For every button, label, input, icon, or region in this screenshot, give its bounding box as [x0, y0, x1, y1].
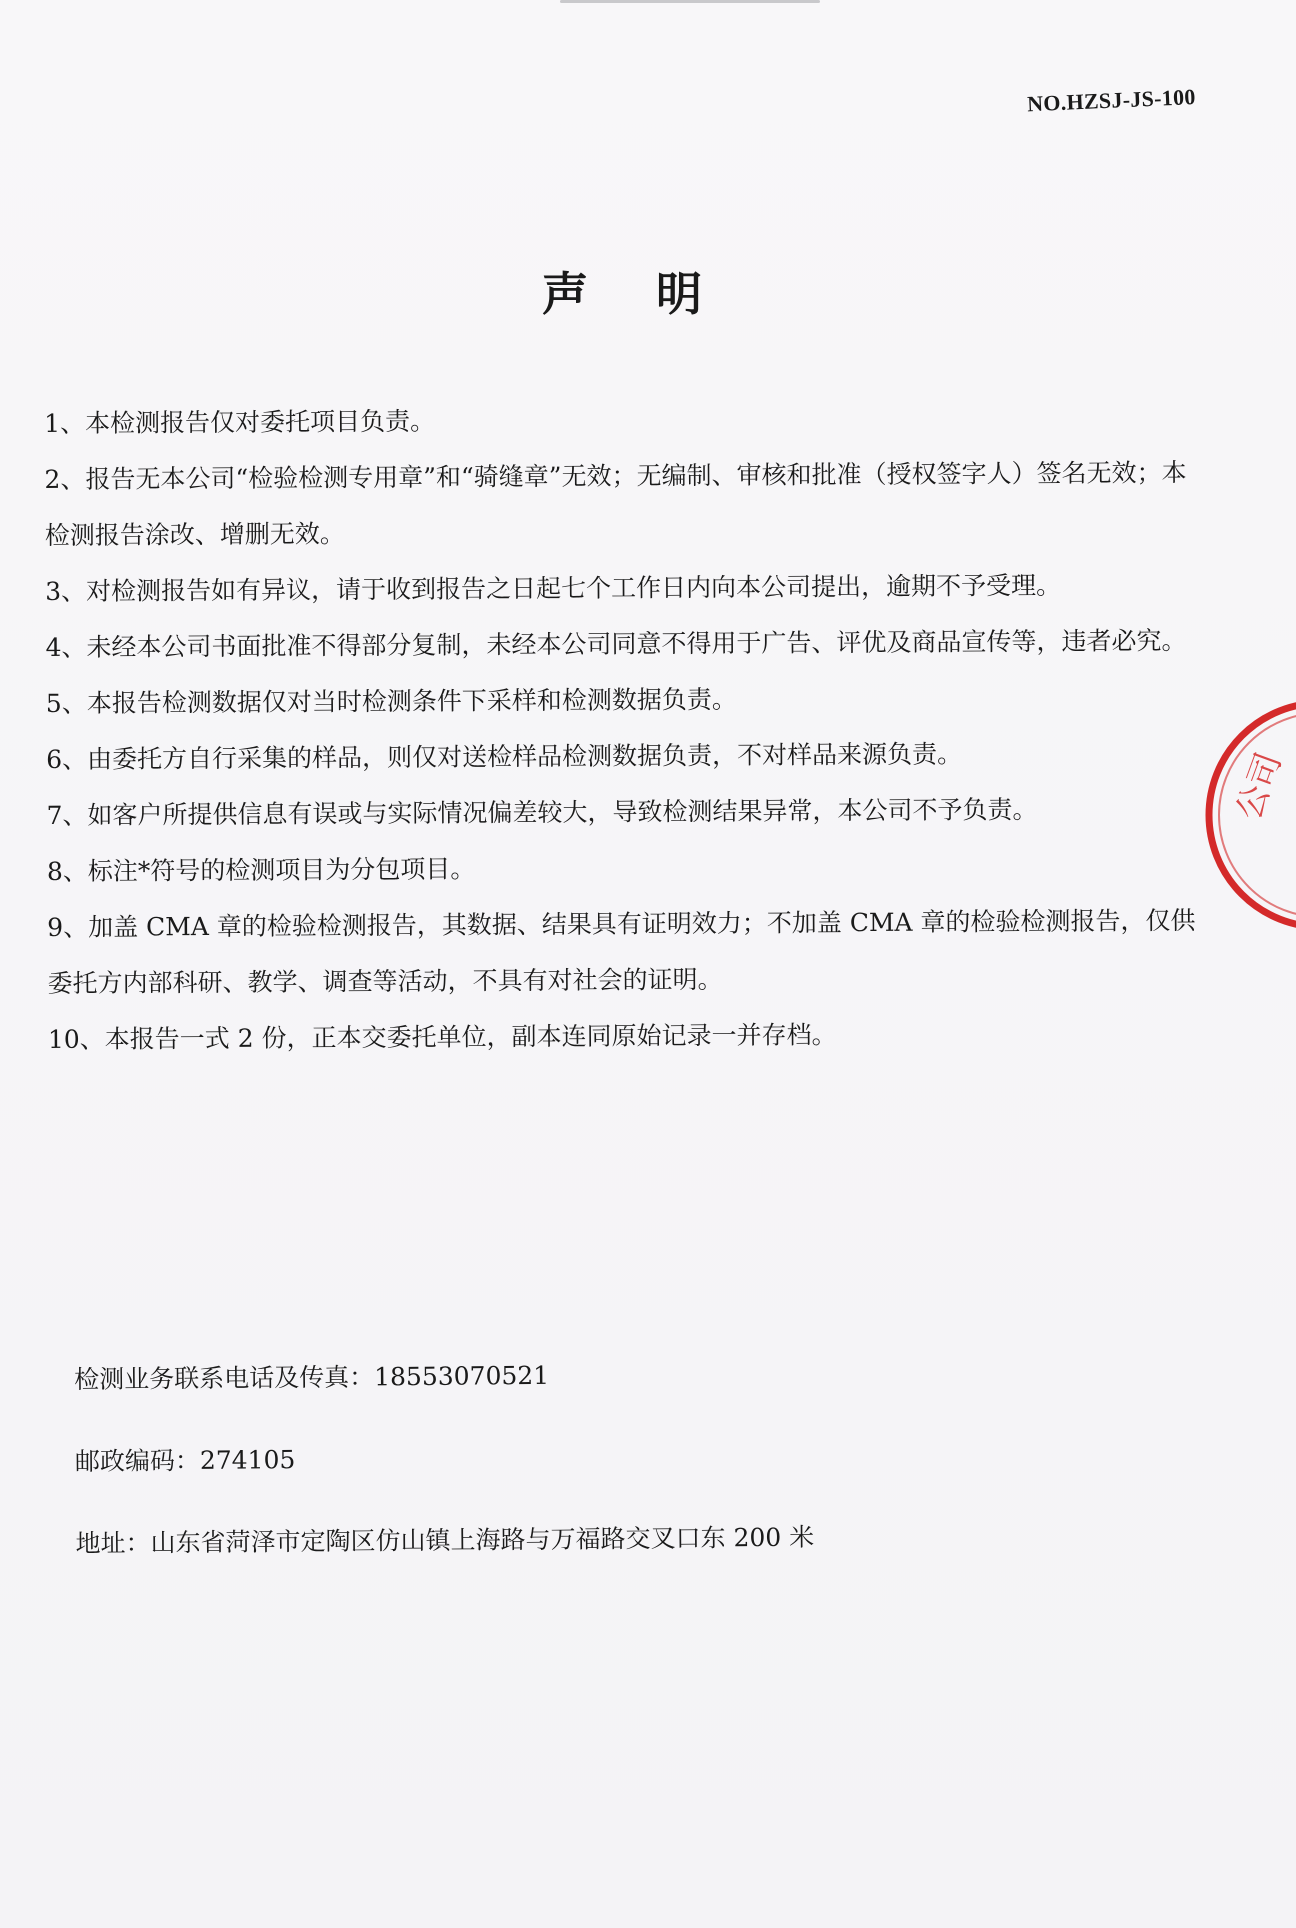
company-seal-stamp [1196, 690, 1296, 940]
statement-item: 9、加盖 CMA 章的检验检测报告，其数据、结果具有证明效力；不加盖 CMA 章的检验检测报告，仅供委托方内部科研、教学、调查等活动，不具有对社会的证明。 [47, 905, 1196, 998]
statement-item: 7、如客户所提供信息有误或与实际情况偏差较大，导致检测结果异常，本公司不予负责。 [46, 794, 1038, 830]
statement-item: 10、本报告一式 2 份，正本交委托单位，副本连同原始记录一并存档。 [47, 1020, 837, 1054]
svg-text:公司: 公司 [1228, 747, 1290, 826]
page-title: 声明 [542, 267, 770, 321]
statement-item: 1、本检测报告仅对委托项目负责。 [44, 406, 436, 438]
statement-item: 3、对检测报告如有异议，请于收到报告之日起七个工作日内向本公司提出，逾期不予受理。 [45, 570, 1062, 606]
document-number: NO.HZSJ-JS-100 [1026, 84, 1197, 117]
contact-phone: 检测业务联系电话及传真：18553070521 [74, 1360, 550, 1394]
contact-info [74, 1351, 1076, 1606]
contact-postal-code: 邮政编码：274105 [74, 1445, 296, 1476]
statement-item: 2、报告无本公司“检验检测专用章”和“骑缝章”无效；无编制、审核和批准（授权签字人）签名无效；本检测报告涂改、增删无效。 [44, 458, 1187, 550]
statement-item: 5、本报告检测数据仅对当时检测条件下采样和检测数据负责。 [45, 684, 737, 718]
statement-item: 4、未经本公司书面批准不得部分复制，未经本公司同意不得用于广告、评优及商品宣传等，违者必究。 [45, 626, 1187, 662]
statement-item: 8、标注*符号的检测项目为分包项目。 [46, 854, 476, 886]
statement-list [44, 389, 1198, 1068]
contact-address: 地址：山东省菏泽市定陶区仿山镇上海路与万福路交叉口东 200 米 [75, 1522, 815, 1558]
paper-edge-shadow [560, 0, 820, 3]
statement-item: 6、由委托方自行采集的样品，则仅对送检样品检测数据负责，不对样品来源负责。 [46, 739, 963, 774]
